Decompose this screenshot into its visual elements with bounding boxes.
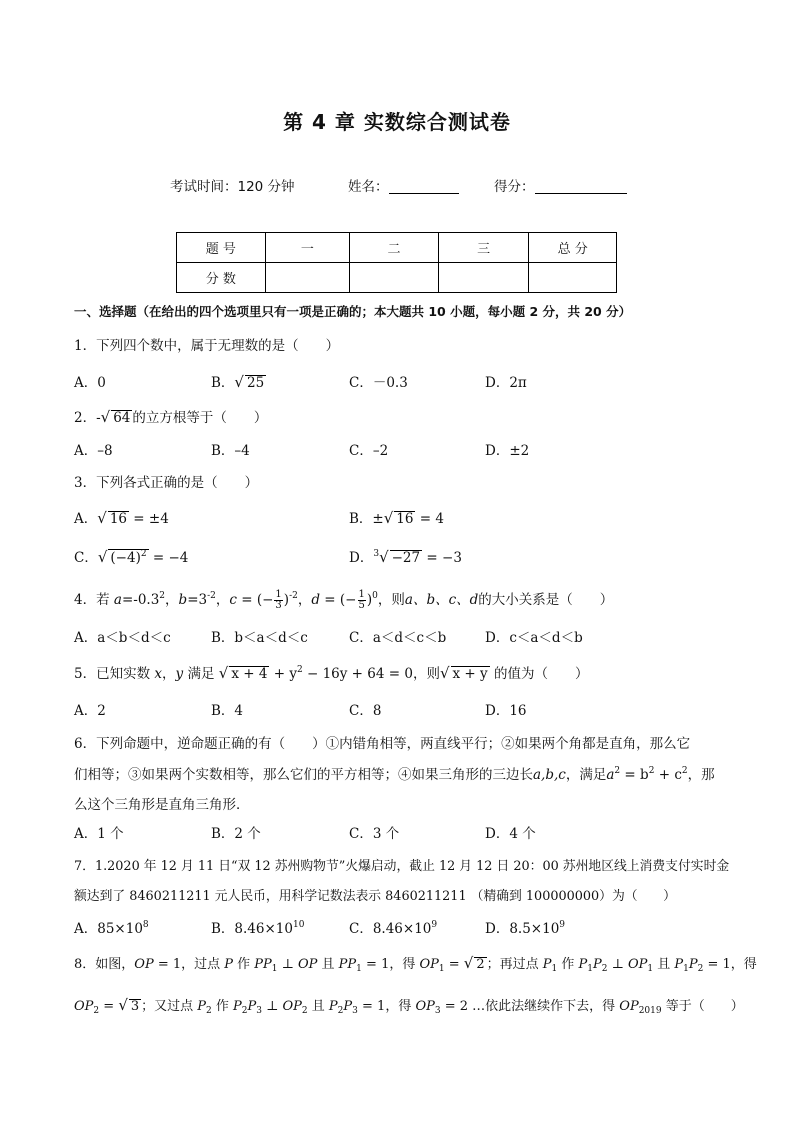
q1-option-b[interactable]: B．√ 25 [211, 373, 265, 391]
score-cell[interactable] [350, 263, 439, 293]
q1-option-d[interactable]: D．2π [485, 375, 527, 391]
q5-option-a[interactable]: A．2 [74, 703, 106, 719]
section-heading: 一、选择题（在给出的四个选项里只有一项是正确的；本大题共 10 小题，每小题 2 分，共 20 分） [74, 304, 632, 319]
score-table-header: 一 [265, 233, 350, 263]
q4-option-b[interactable]: B．b＜a＜d＜c [211, 630, 308, 646]
score-field[interactable] [494, 175, 627, 195]
q4-option-d[interactable]: D．c＜a＜d＜b [485, 630, 583, 646]
score-table-header: 二 [350, 233, 439, 263]
score-cell[interactable] [265, 263, 350, 293]
q7-option-a[interactable]: A．$85\times 10^8$ [74, 920, 149, 937]
score-cell[interactable] [438, 263, 529, 293]
question-1: 1．下列四个数中，属于无理数的是（ ） [74, 338, 340, 354]
q6-option-d[interactable]: D．4 个 [485, 826, 536, 842]
score-table-header: 三 [438, 233, 529, 263]
score-table-header: 题 号 [177, 233, 266, 263]
score-table [176, 232, 617, 293]
q2-option-d[interactable]: D．±2 [485, 443, 530, 459]
score-table-header: 总 分 [529, 233, 617, 263]
q2-option-b[interactable]: B．–4 [211, 443, 250, 459]
q3-option-a[interactable]: A．√ 16 = ±4 [74, 509, 169, 527]
question-6-line1: 6．下列命题中，逆命题正确的有（ ）①内错角相等，两直线平行；②如果两个角都是直角，那么它 [74, 736, 691, 752]
q6-option-a[interactable]: A．1 个 [74, 826, 124, 842]
name-field[interactable] [348, 175, 459, 195]
q1-option-a[interactable]: A．0 [74, 375, 106, 391]
question-7-line1: 7．1.2020 年 12 月 11 日“双 12 苏州购物节”火爆启动，截止 12 月 12 日 20：00 苏州地区线上消费支付实时金 [74, 859, 730, 874]
q2-option-a[interactable]: A．–8 [74, 443, 113, 459]
q2-option-c[interactable]: C．–2 [349, 443, 389, 459]
q1-option-c[interactable]: C．－0.3 [349, 375, 408, 391]
question-6-line2: 们相等；③如果两个实数相等，那么它们的平方相等；④如果三角形的三边长a,b,c，满足$a^2 = b^2 + c^2$，那 [74, 766, 715, 783]
q3-option-b[interactable]: B．±√ 16 = 4 [349, 509, 444, 527]
q4-option-a[interactable]: A．a＜b＜d＜c [74, 630, 171, 646]
name-label: 姓名： [348, 179, 389, 195]
exam-time: 考试时间：120 分钟 [170, 179, 295, 195]
question-8-line1: 8．如图，OP = 1，过点 P 作 $PP_1$ ⊥ OP 且 $PP_1 = 1$，得 $OP_1$ = √ 2 ；再过点 $P_1$ 作 $P_1P_2$ ⊥ $OP_1$ 且 $P_1P_2 = 1$，得 [74, 954, 757, 974]
q7-option-b[interactable]: B．$8.46\times 10^{10}$ [211, 920, 305, 937]
score-row-label: 分 数 [177, 263, 266, 293]
question-5: 5．已知实数 x，y 满足 √ $x + 4 + y^2 - 16y + 64 = 0$，则√ x + y 的值为（ ） [74, 664, 589, 682]
q5-option-b[interactable]: B．4 [211, 703, 244, 719]
q6-option-c[interactable]: C．3 个 [349, 826, 400, 842]
q3-option-c[interactable]: C．√ $(-4)^2 = -4$ [74, 548, 189, 566]
question-6-line3: 么这个三角形是直角三角形． [74, 797, 250, 813]
q4-option-c[interactable]: C．a＜d＜c＜b [349, 630, 447, 646]
question-4: 4．若 $a=-0.3^2$，$b=3^{-2}$，c = (− $\frac{1}{3}$ )$^{-2}$，d = (− $\frac{1}{5}$ )$^0$，则a、b、c、d的大小关系是（ ） [74, 588, 614, 611]
question-2: 2．-√ 64 的立方根等于（ ） [74, 408, 268, 426]
q5-option-d[interactable]: D．16 [485, 703, 527, 719]
question-8-line2: $OP_2$ = √ 3 ；又过点 $P_2$ 作 $P_2P_3$ ⊥ $OP_2$ 且 $P_2P_3 = 1$，得 $OP_3 = 2$ …依此法继续作下去，得 $OP_{2019}$ 等于（ ） [74, 996, 744, 1016]
q7-option-c[interactable]: C．$8.46\times 10^9$ [349, 920, 438, 937]
q7-option-d[interactable]: D．$8.5\times 10^9$ [485, 920, 566, 937]
q6-option-b[interactable]: B．2 个 [211, 826, 261, 842]
question-7-line2: 额达到了 8460211211 元人民币，用科学记数法表示 8460211211 （精确到 100000000）为（ ） [74, 889, 676, 904]
q5-option-c[interactable]: C．8 [349, 703, 382, 719]
page-title: 第 4 章 实数综合测试卷 [283, 110, 511, 134]
q3-option-d[interactable]: D．$^3$√ −27 = −3 [349, 548, 462, 566]
question-3: 3．下列各式正确的是（ ） [74, 475, 259, 491]
score-label: 得分： [494, 179, 535, 195]
score-cell[interactable] [529, 263, 617, 293]
